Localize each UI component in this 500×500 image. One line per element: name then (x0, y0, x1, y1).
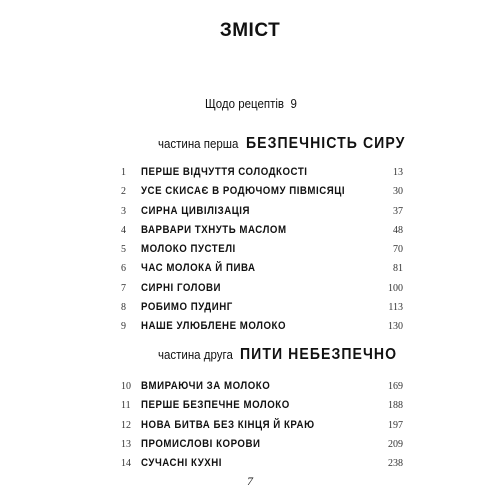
toc-entry (121, 456, 403, 475)
chapter-title: СИРНІ ГОЛОВИ (141, 281, 222, 294)
chapter-title: РОБИМО ПУДИНГ (141, 301, 233, 314)
chapter-title: СУЧАСНІ КУХНІ (141, 457, 222, 470)
toc-entry (121, 319, 403, 338)
chapter-number: 5 (121, 244, 126, 256)
part-2-label: частина друга (158, 348, 233, 362)
chapter-title: ВМИРАЮЧИ ЗА МОЛОКО (141, 380, 271, 392)
chapter-page-number: 130 (388, 321, 403, 333)
toc-entry (121, 261, 403, 280)
chapter-number: 10 (121, 381, 131, 392)
chapter-title: ПЕРШЕ БЕЗПЕЧНЕ МОЛОКО (141, 399, 290, 412)
chapter-number: 3 (121, 205, 126, 217)
toc-entry (121, 300, 403, 319)
part-1-label: частина перша (158, 137, 239, 151)
chapter-number: 13 (121, 438, 131, 450)
toc-entry (121, 418, 403, 437)
chapter-number: 1 (121, 167, 126, 178)
chapter-page-number: 113 (388, 302, 403, 314)
chapter-page-number: 169 (388, 381, 403, 392)
chapter-page-number: 197 (388, 419, 403, 431)
chapter-page-number: 13 (393, 167, 403, 178)
chapter-page-number: 238 (388, 458, 403, 470)
intro-label: Щодо рецептів (205, 97, 285, 111)
chapter-page-number: 37 (393, 205, 403, 217)
toc-entry (121, 398, 403, 417)
chapter-page-number: 188 (388, 400, 403, 412)
chapter-title: НАШЕ УЛЮБЛЕНЕ МОЛОКО (141, 320, 287, 333)
chapter-title: СИРНА ЦИВІЛІЗАЦІЯ (141, 204, 251, 217)
part-2-chapter-list (121, 379, 403, 475)
chapter-number: 12 (121, 419, 131, 431)
page-title: ЗМІСТ (219, 20, 281, 41)
part-2-heading (158, 346, 418, 364)
chapter-number: 2 (121, 186, 126, 198)
chapter-title: ПЕРШЕ ВІДЧУТТЯ СОЛОДКОСТІ (141, 166, 308, 178)
chapter-page-number: 30 (393, 186, 403, 198)
chapter-number: 6 (121, 263, 126, 275)
chapter-number: 14 (121, 458, 131, 470)
chapter-title: УСЕ СКИСАЄ В РОДЮЧОМУ ПІВМІСЯЦІ (141, 185, 346, 198)
chapter-page-number: 70 (393, 244, 403, 256)
page-number: 7 (247, 474, 253, 488)
toc-entry (121, 184, 403, 203)
toc-entry (121, 437, 403, 456)
chapter-number: 11 (121, 400, 131, 412)
chapter-page-number: 48 (393, 224, 403, 236)
toc-entry (121, 379, 403, 398)
part-1-chapter-list (121, 165, 403, 339)
toc-entry (121, 223, 403, 242)
chapter-title: ЧАС МОЛОКА Й ПИВА (141, 262, 256, 275)
toc-entry (121, 242, 403, 261)
part-2-title: ПИТИ НЕБЕЗПЕЧНО (239, 346, 397, 363)
intro-entry (205, 97, 297, 111)
toc-entry (121, 204, 403, 223)
chapter-title: МОЛОКО ПУСТЕЛІ (141, 243, 236, 256)
chapter-number: 7 (121, 282, 126, 294)
chapter-title: ВАРВАРИ ТХНУТЬ МАСЛОМ (141, 223, 287, 236)
chapter-number: 8 (121, 302, 126, 314)
chapter-page-number: 100 (388, 282, 403, 294)
intro-page-number: 9 (290, 97, 297, 111)
chapter-title: ПРОМИСЛОВІ КОРОВИ (141, 437, 261, 450)
chapter-number: 9 (121, 321, 126, 333)
part-1-heading (158, 135, 427, 153)
chapter-title: НОВА БИТВА БЕЗ КІНЦЯ Й КРАЮ (141, 418, 315, 431)
toc-entry (121, 281, 403, 300)
chapter-number: 4 (121, 224, 126, 236)
part-1-title: БЕЗПЕЧНІСТЬ СИРУ (245, 135, 406, 152)
chapter-page-number: 209 (388, 438, 403, 450)
toc-entry (121, 165, 403, 184)
chapter-page-number: 81 (393, 263, 403, 275)
